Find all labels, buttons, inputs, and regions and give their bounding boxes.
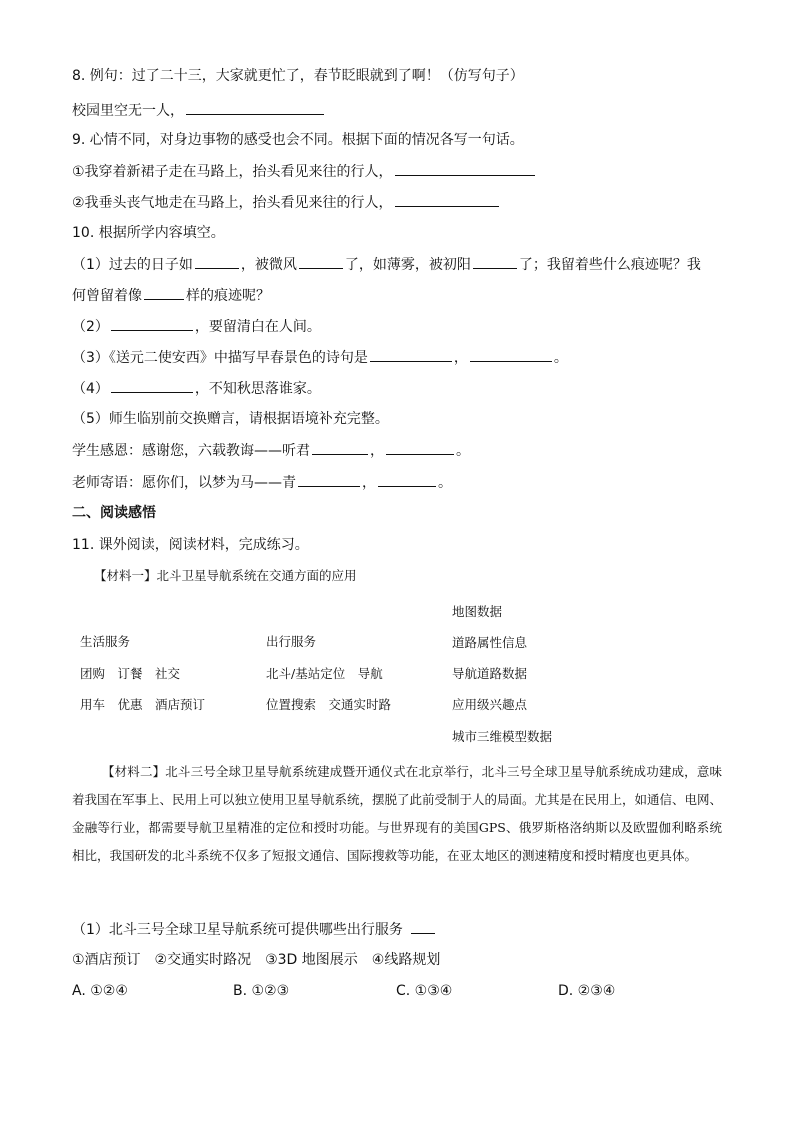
choice-b[interactable]: B. ①②③ [233, 983, 290, 999]
q9-item2-text: ②我垂头丧气地走在马路上，抬头看见来往的行人， [72, 195, 393, 211]
q10-blank-5b[interactable] [386, 440, 454, 455]
q10-p1-line1 [72, 254, 701, 275]
col1-row1: 团购 订餐 社交 [80, 666, 181, 681]
q10-blank-4[interactable] [111, 378, 193, 393]
q10-blank-6b[interactable] [378, 472, 436, 487]
col3-item: 应用级兴趣点 [452, 697, 528, 712]
q10-teacher-c: 。 [438, 475, 452, 491]
q8-answer-lead: 校园里空无一人， [72, 103, 184, 119]
q10-blank-5a[interactable] [312, 440, 368, 455]
q9-item1-text: ①我穿着新裙子走在马路上，抬头看见来往的行人， [72, 164, 393, 180]
q10-blank-1a[interactable] [195, 254, 239, 269]
q10-teacher [72, 472, 452, 493]
q8-prompt: 8. 例句：过了二十三，大家就更忙了，春节眨眼就到了啊！（仿写句子） [72, 68, 524, 84]
q10-student-a: 学生感恩：感谢您，六载教诲——听君 [72, 443, 310, 459]
q10-teacher-a: 老师寄语：愿你们，以梦为马——青 [72, 475, 296, 491]
col2-row1: 北斗/基站定位 导航 [266, 666, 383, 681]
q10-p3-a: （3）《送元二使安西》中描写早春景色的诗句是 [72, 350, 368, 366]
q10-prompt: 10. 根据所学内容填空。 [72, 225, 225, 241]
q10-p3-c: 。 [553, 350, 568, 366]
q10-blank-1c[interactable] [473, 254, 517, 269]
q9-item2 [72, 192, 501, 213]
q10-student-b: ， [370, 443, 384, 459]
q10-student-c: 。 [456, 443, 470, 459]
q9-blank2[interactable] [395, 192, 499, 207]
q10-p1-b: ，被微风 [240, 257, 297, 273]
q11-prompt: 11. 课外阅读，阅读材料，完成练习。 [72, 537, 309, 553]
col3-item: 地图数据 [452, 604, 503, 619]
choice-d[interactable]: D. ②③④ [558, 983, 616, 999]
col2-header: 出行服务 [266, 634, 317, 649]
q10-blank-6a[interactable] [298, 472, 360, 487]
material2-paragraph: 【材料二】北斗三号全球卫星导航系统建成暨开通仪式在北京举行，北斗三号全球卫星导航系统成功建成，意味着我国在军事上、民用上可以独立使用卫星导航系统，摆脱了此前受制于人的局面。尤其是在民用上，如通信、电网、金融等行业，都需要导航卫星精准的定位和授时功能。与世界现有的美国GPS、俄罗斯格洛纳斯以及欧盟伽利略系统相比，我国研发的北斗系统不仅多了短报文通信、国际搜救等功能，在亚太地区的测速精度和授时精度也更具体。 [72, 764, 723, 863]
q11-sub1-text: （1）北斗三号全球卫星导航系统可提供哪些出行服务 [72, 922, 403, 938]
q10-p2-b: ，要留清白在人间。 [194, 319, 321, 335]
q8-answer-line [72, 100, 326, 121]
q10-blank-1d[interactable] [144, 285, 184, 300]
q10-p2 [72, 316, 321, 337]
q9-item1 [72, 161, 537, 182]
col1-row2: 用车 优惠 酒店预订 [80, 697, 206, 712]
q10-blank-1b[interactable] [299, 254, 343, 269]
q9-blank1[interactable] [395, 161, 535, 176]
q9-prompt: 9. 心情不同，对身边事物的感受也会不同。根据下面的情况各写一句话。 [72, 132, 524, 148]
col3-item: 道路属性信息 [452, 635, 528, 650]
q10-p1-c: 了，如薄雾，被初阳 [344, 257, 471, 273]
q11-options: ①酒店预订 ②交通实时路况 ③3D 地图展示 ④线路规划 [72, 952, 441, 968]
q10-p1-a: （1）过去的日子如 [72, 257, 193, 273]
q11-sub1 [72, 919, 437, 940]
q8-blank[interactable] [186, 100, 324, 115]
q10-p4 [72, 378, 321, 399]
q10-p3-b: ， [453, 350, 468, 366]
col3-item: 导航道路数据 [452, 666, 528, 681]
q10-p5: （5）师生临别前交换赠言，请根据语境补充完整。 [72, 411, 389, 427]
q10-blank-3a[interactable] [370, 347, 452, 362]
q10-p4-b: ，不知秋思落谁家。 [194, 381, 321, 397]
q10-p3 [72, 347, 568, 368]
col3-item: 城市三维模型数据 [452, 729, 553, 744]
q10-teacher-b: ， [362, 475, 376, 491]
q10-p4-a: （4） [72, 381, 109, 397]
q11-sub1-blank[interactable] [411, 919, 435, 934]
col1-header: 生活服务 [80, 634, 131, 649]
choice-c[interactable]: C. ①③④ [396, 983, 453, 999]
choice-a[interactable]: A. ①②④ [72, 983, 128, 999]
material1-title: 【材料一】北斗卫星导航系统在交通方面的应用 [94, 568, 357, 583]
q10-p1-d: 了；我留着些什么痕迹呢？我 [518, 257, 701, 273]
q10-p1-line2 [72, 285, 270, 306]
q10-p1-f: 样的痕迹呢？ [186, 288, 270, 304]
q10-p2-a: （2） [72, 319, 109, 335]
q10-student [72, 440, 470, 461]
section-title: 二、阅读感悟 [72, 505, 156, 521]
col2-row2: 位置搜索 交通实时路 [266, 697, 392, 712]
q10-p1-e: 何曾留着像 [72, 288, 142, 304]
q10-blank-2[interactable] [111, 316, 193, 331]
q10-blank-3b[interactable] [470, 347, 552, 362]
